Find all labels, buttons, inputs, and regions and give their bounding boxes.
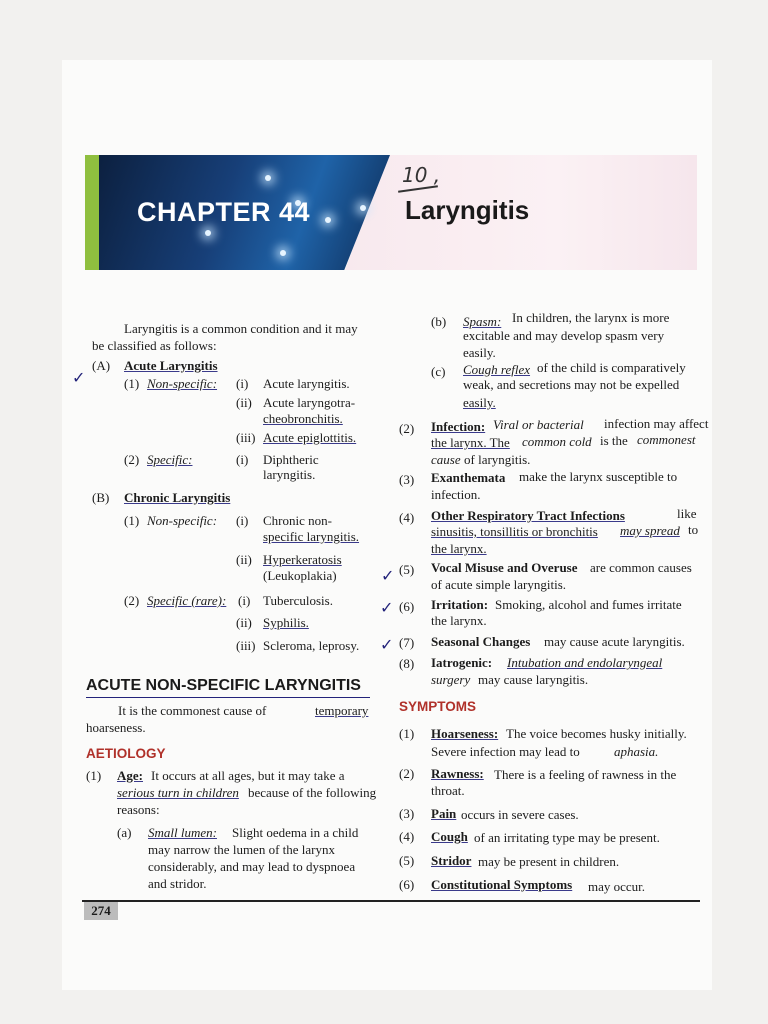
irritation-text: the larynx. <box>431 613 487 628</box>
list-roman: (i) <box>238 593 251 608</box>
list-roman: (iii) <box>236 638 256 653</box>
list-number: (7) <box>399 635 415 650</box>
stridor-text: may be present in children. <box>478 854 620 869</box>
iatrogenic-label: Iatrogenic: <box>431 655 493 670</box>
age-text-italic: serious turn in children <box>117 785 239 800</box>
list-number: (2) <box>124 593 140 608</box>
vocal-misuse-label: Vocal Misuse and Overuse <box>431 560 578 575</box>
list-item-text: Acute epiglottitis. <box>263 430 357 445</box>
class-b-nonspecific-label: Non-specific: <box>147 513 218 528</box>
class-b-label: Chronic Laryngitis <box>124 490 231 505</box>
class-b-specific-label: Specific (rare): <box>147 593 227 608</box>
cough-reflex-text: weak, and secretions may not be expelled <box>463 377 680 392</box>
section-text: It is the commonest cause of <box>118 703 267 718</box>
age-text: because of the following <box>248 785 377 800</box>
age-text: reasons: <box>117 802 160 817</box>
spasm-label: Spasm: <box>463 314 502 329</box>
underline-stroke <box>86 697 370 698</box>
iatrogenic-italic: surgery <box>431 672 471 687</box>
spasm-text: easily. <box>463 345 496 360</box>
list-item-text: cheobronchitis. <box>263 411 343 426</box>
exanthemata-text: infection. <box>431 487 481 502</box>
exanthemata-text: make the larynx susceptible to <box>519 469 678 484</box>
list-number: (2) <box>399 766 415 781</box>
pain-text: occurs in severe cases. <box>461 807 579 822</box>
hoarseness-italic: aphasia. <box>614 744 659 759</box>
cough-reflex-text: easily. <box>463 395 496 410</box>
list-number: (3) <box>399 806 415 821</box>
constitutional-label: Constitutional Symptoms <box>431 877 573 892</box>
list-item-text: Scleroma, leprosy. <box>263 638 360 653</box>
list-roman: (i) <box>236 376 249 391</box>
list-roman: (ii) <box>236 395 252 410</box>
ort-label: Other Respiratory Tract Infections <box>431 508 625 523</box>
list-letter: (a) <box>117 825 132 840</box>
infection-italic: commonest <box>637 432 696 447</box>
list-item-text: Syphilis. <box>263 615 309 630</box>
list-item-text: (Leukoplakia) <box>263 568 337 583</box>
irritation-label: Irritation: <box>431 597 489 612</box>
list-item-text: Diphtheric <box>263 452 319 467</box>
list-number: (2) <box>399 421 415 436</box>
cough-label: Cough <box>431 829 468 844</box>
infection-text: is the <box>600 433 628 448</box>
section-text: hoarseness. <box>86 720 146 735</box>
intro-line-2: be classified as follows: <box>92 338 217 353</box>
age-text: It occurs at all ages, but it may take a <box>151 768 345 783</box>
page-number: 274 <box>84 902 118 920</box>
rawness-text: throat. <box>431 783 465 798</box>
small-lumen-text: may narrow the lumen of the larynx <box>148 842 335 857</box>
list-item-text: specific laryngitis. <box>263 529 360 544</box>
sparkle-decoration <box>265 175 271 181</box>
check-mark-icon: ✓ <box>381 566 395 585</box>
sparkle-decoration <box>280 250 286 256</box>
class-b-marker: (B) <box>92 490 110 505</box>
aetiology-heading: AETIOLOGY <box>86 746 166 761</box>
class-a-marker: (A) <box>92 358 111 373</box>
section-text-underlined: temporary <box>315 703 369 718</box>
list-item-text: Chronic non- <box>263 513 332 528</box>
small-lumen-text: Slight oedema in a child <box>232 825 359 840</box>
list-roman: (ii) <box>236 552 252 567</box>
infection-italic: common cold <box>522 434 592 449</box>
constitutional-text: may occur. <box>588 879 646 894</box>
small-lumen-text: considerably, and may lead to dyspnoea <box>148 859 356 874</box>
cough-reflex-text: of the child is comparatively <box>537 360 686 375</box>
infection-text: of laryngitis. <box>464 452 531 467</box>
list-number: (1) <box>124 513 140 528</box>
iatrogenic-italic: Intubation and endolaryngeal <box>507 655 663 670</box>
list-number: (8) <box>399 656 415 671</box>
small-lumen-text: and stridor. <box>148 876 207 891</box>
ort-text: the larynx. <box>431 541 487 556</box>
check-mark-icon: ✓ <box>72 368 86 387</box>
infection-italic: Viral or bacterial <box>493 417 584 432</box>
list-roman: (i) <box>236 513 249 528</box>
vocal-misuse-text: of acute simple laryngitis. <box>431 577 567 592</box>
list-number: (3) <box>399 472 415 487</box>
intro-line-1: Laryngitis is a common condition and it may <box>124 321 358 336</box>
class-a-nonspecific-label: Non-specific: <box>147 376 218 391</box>
iatrogenic-text: may cause laryngitis. <box>478 672 589 687</box>
sparkle-decoration <box>205 230 211 236</box>
rawness-text: There is a feeling of rawness in the <box>494 767 677 782</box>
pain-label: Pain <box>431 806 457 821</box>
small-lumen-label: Small lumen: <box>148 825 217 840</box>
symptoms-heading: SYMPTOMS <box>399 699 477 714</box>
list-item-text: Acute laryngitis. <box>263 376 350 391</box>
list-letter: (b) <box>431 314 447 329</box>
class-a-label: Acute Laryngitis <box>124 358 218 373</box>
list-roman: (ii) <box>236 615 252 630</box>
cough-reflex-label: Cough reflex <box>463 362 531 377</box>
section-heading: ACUTE NON-SPECIFIC LARYNGITIS <box>86 677 361 694</box>
ort-text: sinusitis, tonsillitis or bronchitis <box>431 524 598 539</box>
list-number: (5) <box>399 562 415 577</box>
infection-text: the larynx. The <box>431 435 510 450</box>
check-mark-icon: ✓ <box>380 598 394 617</box>
list-number: (2) <box>124 452 140 467</box>
infection-label: Infection: <box>431 419 486 434</box>
chapter-title: Laryngitis <box>405 195 530 225</box>
list-number: (6) <box>399 599 415 614</box>
class-a-specific-label: Specific: <box>147 452 193 467</box>
hoarseness-text: Severe infection may lead to <box>431 744 580 759</box>
vocal-misuse-text: are common causes <box>590 560 692 575</box>
ort-italic: may spread <box>620 523 680 538</box>
spasm-text: excitable and may develop spasm very <box>463 328 665 343</box>
list-item-text: Hyperkeratosis <box>263 552 342 567</box>
check-mark-icon: ✓ <box>380 635 394 654</box>
spasm-text: In children, the larynx is more <box>512 310 670 325</box>
list-number: (5) <box>399 853 415 868</box>
chapter-banner <box>85 155 697 270</box>
irritation-text: Smoking, alcohol and fumes irritate <box>495 597 682 612</box>
infection-italic: cause <box>431 452 461 467</box>
list-item-text: Acute laryngotra- <box>263 395 356 410</box>
exanthemata-label: Exanthemata <box>431 470 506 485</box>
age-label: Age: <box>117 768 143 783</box>
cough-text: of an irritating type may be present. <box>474 830 660 845</box>
banner-green-strip <box>85 155 99 270</box>
sparkle-decoration <box>360 205 366 211</box>
list-number: (4) <box>399 510 415 525</box>
hoarseness-text: The voice becomes husky initially. <box>506 726 687 741</box>
list-roman: (i) <box>236 452 249 467</box>
ort-text: like <box>677 506 697 521</box>
infection-text: infection may affect <box>604 416 709 431</box>
stridor-label: Stridor <box>431 853 472 868</box>
handwritten-note: 10 , <box>402 163 441 187</box>
hoarseness-label: Hoarseness: <box>431 726 499 741</box>
rawness-label: Rawness: <box>431 766 484 781</box>
list-number: (4) <box>399 829 415 844</box>
chapter-number: CHAPTER 44 <box>137 197 311 227</box>
list-number: (1) <box>86 768 102 783</box>
list-number: (6) <box>399 877 415 892</box>
ort-text: to <box>688 522 699 537</box>
list-number: (1) <box>124 376 140 391</box>
seasonal-label: Seasonal Changes <box>431 634 531 649</box>
list-item-text: laryngitis. <box>263 467 316 482</box>
seasonal-text: may cause acute laryngitis. <box>544 634 685 649</box>
list-number: (1) <box>399 726 415 741</box>
list-item-text: Tuberculosis. <box>263 593 333 608</box>
sparkle-decoration <box>325 217 331 223</box>
footer-rule <box>82 900 700 902</box>
list-roman: (iii) <box>236 430 256 445</box>
list-letter: (c) <box>431 364 446 379</box>
